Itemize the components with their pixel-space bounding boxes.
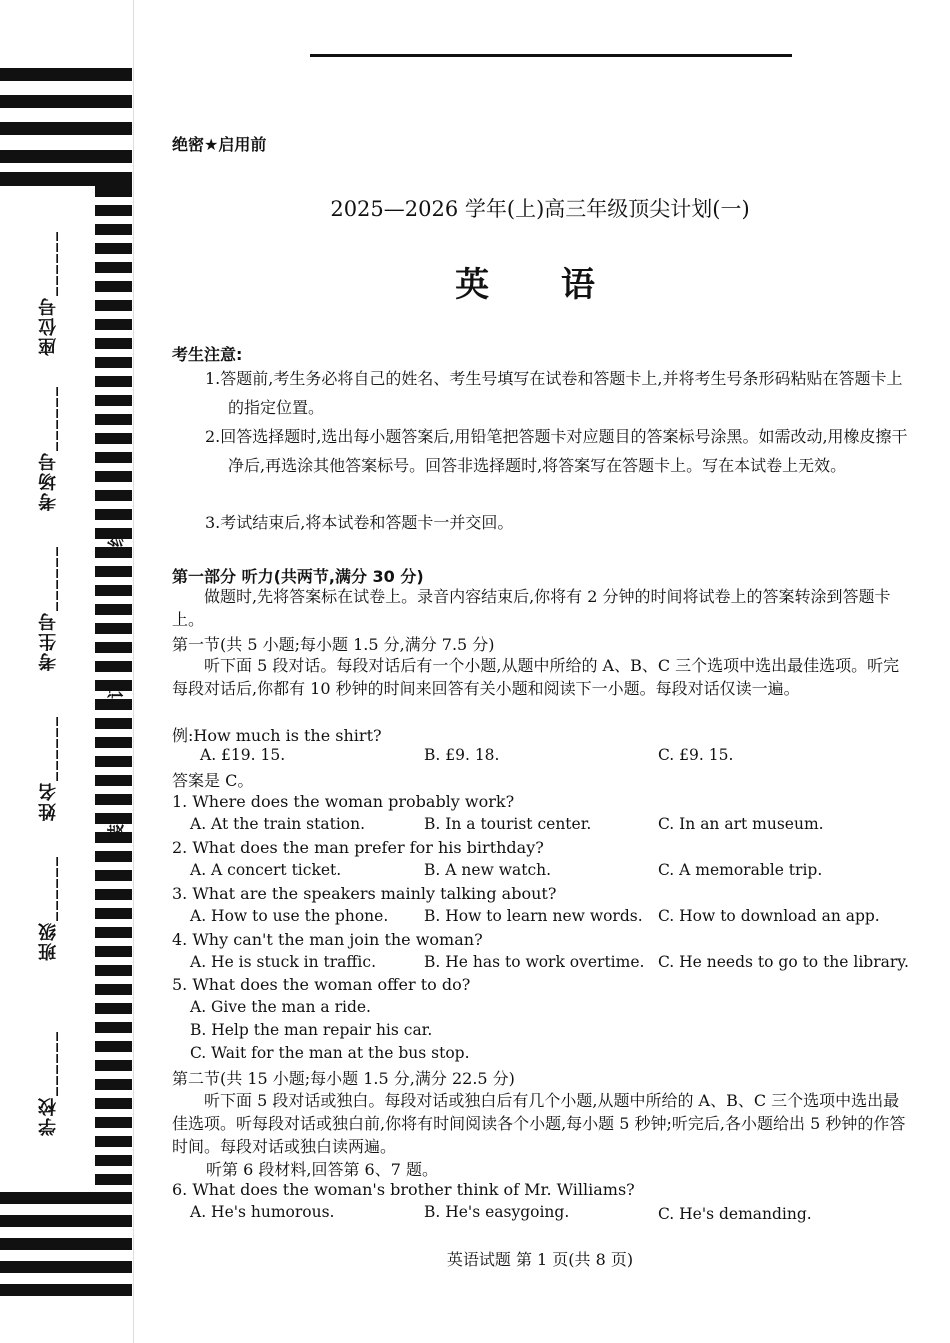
q4-option-c: C. He needs to go to the library. [658,953,909,971]
example-option-a: A. £19. 15. [200,746,286,764]
top-rule [310,54,792,57]
example-option-c: C. £9. 15. [658,746,734,764]
section2-heading: 第二节(共 15 小题;每小题 1.5 分,满分 22.5 分) [172,1069,515,1088]
notice-item-3 [205,508,911,537]
q3-option-b: B. How to learn new words. [424,907,643,925]
question-4: 4. Why can't the man join the woman? [172,930,483,949]
example-question: 例:How much is the shirt? [172,726,382,745]
q4-option-a: A. He is stuck in traffic. [190,953,376,971]
q6-option-b: B. He's easygoing. [424,1203,570,1221]
notice-item-2-text: 2.回答选择题时,选出每小题答案后,用铅笔把答题卡对应题目的答案标号涂黑。如需改动,用橡皮擦干净后,再选涂其他答案标号。回答非选择题时,将答案写在答题卡上。写在本试卷上无效。 [205,427,908,475]
class-field-label: 班级______ [38,855,59,961]
seat-number-field-label: 座位号______ [38,230,59,356]
q2-option-c: C. A memorable trip. [658,861,823,879]
section1-heading: 第一节(共 5 小题;每小题 1.5 分,满分 7.5 分) [172,635,495,654]
section1-intro: 听下面 5 段对话。每段对话后有一个小题,从题中所给的 A、B、C 三个选项中选出最佳选项。听完每段对话后,你都有 10 秒钟的时间来回答有关小题和阅读下一小题。每段对话仅读一遍。 [172,656,900,698]
q2-option-a: A. A concert ticket. [190,861,342,879]
q5-option-a: A. Give the man a ride. [190,998,371,1016]
school-field-label: 学校______ [38,1030,59,1136]
q1-option-c: C. In an art museum. [658,815,824,833]
notice-heading: 考生注意: [172,345,243,364]
section2-intro: 听下面 5 段对话或独白。每段对话或独白后有几个小题,从题中所给的 A、B、C 三个选项中选出最佳选项。听每段对话或独白前,你将有时间阅读各个小题,每小题 5 秒钟;听完后,各小题给出 5 秒钟的作答时间。每段对话或独白读两遍。 [172,1091,906,1156]
q3-option-c: C. How to download an app. [658,907,880,925]
notice-item-1-text: 1.答题前,考生务必将自己的姓名、考生号填写在试卷和答题卡上,并将考生号条形码粘贴在答题卡上的指定位置。 [205,369,903,417]
page-footer: 英语试题 第 1 页(共 8 页) [446,1250,634,1269]
name-field-label: 姓名______ [38,715,59,821]
notice-item-1 [205,364,911,422]
question-2: 2. What does the man prefer for his birthday? [172,838,544,857]
q1-option-a: A. At the train station. [190,815,366,833]
q2-option-b: B. A new watch. [424,861,552,879]
part1-intro: 做题时,先将答案标在试卷上。录音内容结束后,你将有 2 分钟的时间将试卷上的答案转涂到答题卡上。 [172,587,891,629]
binding-line-char-ding: 订 [107,682,127,699]
binding-line-char-zhuang: 装 [107,824,127,841]
example-option-b: B. £9. 18. [424,746,500,764]
candidate-number-field-label: 考生号______ [38,545,59,671]
question-6: 6. What does the woman's brother think of Mr. Williams? [172,1180,635,1199]
notice-item-3-text: 3.考试结束后,将本试卷和答题卡一并交回。 [205,513,514,532]
q1-option-b: B. In a tourist center. [424,815,592,833]
question-1: 1. Where does the woman probably work? [172,792,515,811]
material-6-instruction: 听第 6 段材料,回答第 6、7 题。 [206,1160,438,1179]
example-answer: 答案是 C。 [172,771,254,790]
q5-option-b: B. Help the man repair his car. [190,1021,433,1039]
q4-option-b: B. He has to work overtime. [424,953,645,971]
notice-item-2 [205,422,911,480]
question-5: 5. What does the woman offer to do? [172,975,471,994]
question-3: 3. What are the speakers mainly talking about? [172,884,557,903]
q5-option-c: C. Wait for the man at the bus stop. [190,1044,470,1062]
confidential-mark: 绝密★启用前 [172,135,267,154]
exam-title: 2025—2026 学年(上)高三年级顶尖计划(一) [330,197,750,221]
subject-title: 英 语 [455,265,625,305]
binding-line-char-xian: 线 [107,530,127,547]
q6-option-c: C. He's demanding. [658,1205,812,1223]
q3-option-a: A. How to use the phone. [190,907,389,925]
exam-room-field-label: 考场号______ [38,385,59,511]
q6-option-a: A. He's humorous. [190,1203,335,1221]
part1-heading: 第一部分 听力(共两节,满分 30 分) [172,567,424,586]
